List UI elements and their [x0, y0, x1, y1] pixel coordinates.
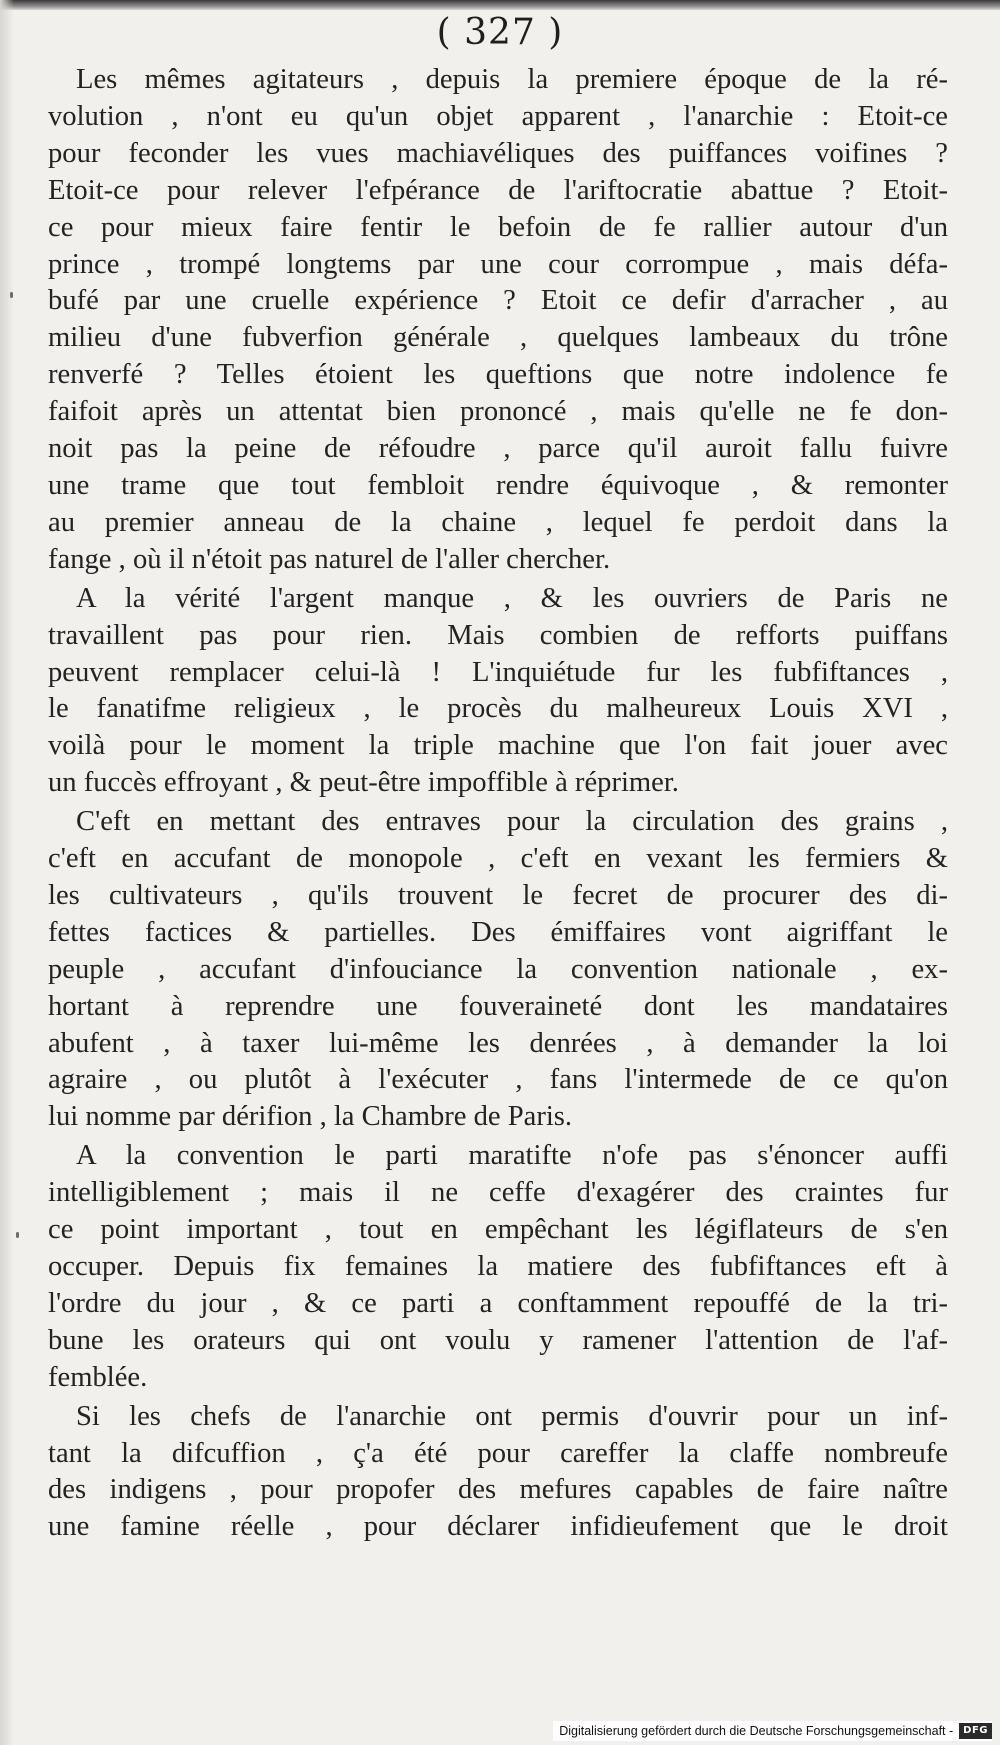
text-line: renverfé ? Telles étoient les queftions que notre indolence fe [48, 359, 948, 391]
text-line: un fuccès effroyant , & peut-être impoffible à réprimer. [48, 767, 679, 799]
text-line: au premier anneau de la chaine , lequel fe perdoit dans la [48, 506, 948, 538]
page-number: ( 327 ) [436, 12, 564, 53]
text-line: Etoit-ce pour relever l'efpérance de l'ariftocratie abattue ? Etoit- [48, 174, 948, 206]
paragraph-3 [48, 804, 948, 1136]
text-line: des indigens , pour propofer des mefures capables de faire naître [48, 1474, 948, 1506]
dfg-logo-icon: DFG [959, 1723, 992, 1739]
text-line: C'eft en mettant des entraves pour la circulation des grains , [76, 806, 948, 838]
text-line: fettes factices & partielles. Des émiffaires vont aigriffant le [48, 916, 948, 948]
paragraph-4 [48, 1138, 948, 1396]
text-line: lui nomme par dérifion , la Chambre de Paris. [48, 1101, 573, 1133]
paragraph-5 [48, 1399, 948, 1547]
text-line: intelligiblement ; mais il ne ceffe d'exagérer des craintes fur [48, 1177, 948, 1209]
page-left-shadow [0, 0, 14, 1745]
margin-mark [16, 1232, 19, 1238]
text-line: abufent , à taxer lui-même les denrées , à demander la loi [48, 1027, 948, 1059]
digitization-footer [553, 1721, 992, 1741]
text-line: voilà pour le moment la triple machine que l'on fait jouer avec [48, 730, 948, 762]
text-line: prince , trompé longtems par une cour corrompue , mais défa- [48, 248, 948, 280]
text-line: peuple , accufant d'infouciance la convention nationale , ex- [48, 953, 948, 985]
paragraph-1 [48, 62, 948, 579]
text-line: Si les chefs de l'anarchie ont permis d'ouvrir pour un inf- [76, 1400, 948, 1432]
text-line: bufé par une cruelle expérience ? Etoit ce defir d'arracher , au [48, 285, 948, 317]
text-line: agraire , ou plutôt à l'exécuter , fans l'intermede de ce qu'on [48, 1064, 948, 1096]
text-line: faifoit après un attentat bien prononcé , mais qu'elle ne fe don- [48, 396, 948, 428]
text-line: ce pour mieux faire fentir le befoin de fe rallier autour d'un [48, 211, 948, 243]
text-line: ce point important , tout en empêchant les légiflateurs de s'en [48, 1214, 948, 1246]
text-line: A la vérité l'argent manque , & les ouvriers de Paris ne [76, 582, 948, 614]
text-line: l'ordre du jour , & ce parti a conftamment repouffé de la tri- [48, 1287, 948, 1319]
text-line: le fanatifme religieux , le procès du malheureux Louis XVI , [48, 693, 948, 725]
text-line: volution , n'ont eu qu'un objet apparent , l'anarchie : Etoit-ce [48, 100, 948, 132]
margin-mark [10, 292, 13, 298]
footer-credit: Digitalisierung gefördert durch die Deutsche Forschungsgemeinschaft - [559, 1724, 954, 1738]
text-line: fange , où il n'étoit pas naturel de l'aller chercher. [48, 543, 611, 575]
text-line: noit pas la peine de réfoudre , parce qu'il auroit fallu fuivre [48, 433, 948, 465]
text-line: pour feconder les vues machiavéliques des puiffances voifines ? [48, 137, 948, 169]
text-line: travaillent pas pour rien. Mais combien de refforts puiffans [48, 619, 948, 651]
text-line: femblée. [48, 1361, 148, 1393]
page-top-edge [0, 0, 1000, 10]
text-line: Les mêmes agitateurs , depuis la premiere époque de la ré- [76, 64, 948, 95]
text-line: une famine réelle , pour déclarer infidieufement que le droit [48, 1511, 948, 1543]
text-line: c'eft en accufant de monopole , c'eft en vexant les fermiers & [48, 843, 948, 875]
text-line: peuvent remplacer celui-là ! L'inquiétude fur les fubfiftances , [48, 656, 948, 688]
text-line: bune les orateurs qui ont voulu y ramener l'attention de l'af- [48, 1324, 948, 1356]
body-text [48, 62, 948, 1548]
text-line: milieu d'une fubverfion générale , quelques lambeaux du trône [48, 322, 948, 354]
text-line: occuper. Depuis fix femaines la matiere des fubfiftances eft à [48, 1251, 948, 1282]
text-line: les cultivateurs , qu'ils trouvent le fecret de procurer des di- [48, 879, 948, 911]
text-line: A la convention le parti maratifte n'ofe pas s'énoncer auffi [76, 1140, 948, 1172]
text-line: une trame que tout fembloit rendre équivoque , & remonter [48, 469, 948, 501]
text-line: tant la difcuffion , ç'a été pour careffer la claffe nombreufe [48, 1437, 948, 1469]
text-line: hortant à reprendre une fouveraineté dont les mandataires [48, 990, 948, 1022]
paragraph-2 [48, 581, 948, 802]
